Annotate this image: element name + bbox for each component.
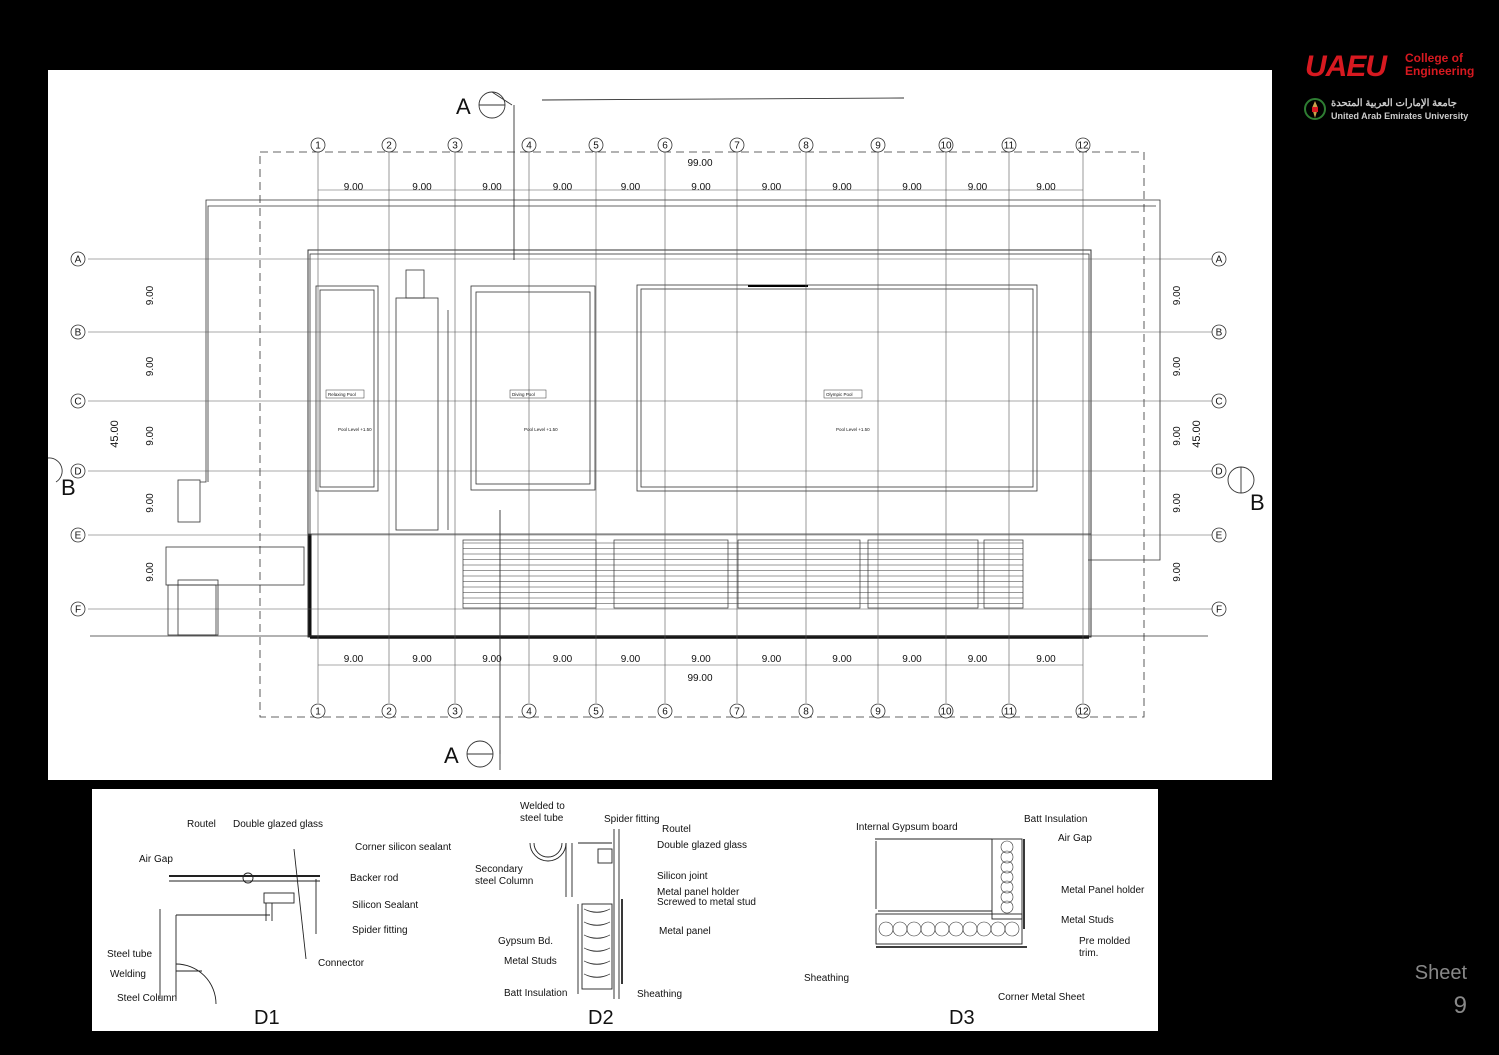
grid-bubble-5-bottom <box>589 704 603 718</box>
grid-bubble-2-top <box>382 138 396 152</box>
svg-text:8: 8 <box>803 706 809 718</box>
grid-bubble-C-right <box>1212 394 1226 408</box>
floor-plan-svg <box>48 70 1272 780</box>
floor-plan-drawing <box>48 70 1272 780</box>
grid-bubble-9-bottom <box>871 704 885 718</box>
svg-text:C: C <box>1215 396 1223 408</box>
svg-text:9: 9 <box>875 706 881 718</box>
logo-college-name: College of Engineering <box>1405 51 1475 78</box>
detail-d3-title: D3 <box>949 1007 975 1029</box>
pool-g2-label: Diving Pool <box>512 392 535 397</box>
d1-label-spider-fitting: Spider fitting <box>352 925 408 936</box>
bay-dimension-vertical: 9.00 <box>1172 426 1183 446</box>
svg-text:9: 9 <box>875 140 881 152</box>
svg-text:3: 3 <box>452 140 458 152</box>
svg-text:12: 12 <box>1077 140 1089 152</box>
d2-label-spider-fitting: Spider fitting <box>604 814 660 825</box>
d2-label-metal-studs: Metal Studs <box>504 956 557 967</box>
svg-text:A: A <box>1215 254 1223 266</box>
pool-g1-label: Olympic Pool <box>826 392 853 397</box>
pool-g3-level: Pool Level +1.50 <box>338 427 372 432</box>
d1-label-corner-sealant: Corner silicon sealant <box>355 842 452 853</box>
svg-text:A: A <box>74 254 82 266</box>
total-width-dimension: 45.00 <box>109 420 121 448</box>
d3-label-metal-studs: Metal Studs <box>1061 915 1114 926</box>
grid-bubble-1-top <box>311 138 325 152</box>
total-length-dimension: 99.00 <box>687 158 713 169</box>
sheet-number: 9 <box>1453 992 1467 1019</box>
bay-dimension: 9.00 <box>832 182 852 193</box>
svg-text:F: F <box>74 604 82 616</box>
logo-english-name: United Arab Emirates University <box>1331 111 1469 121</box>
bay-dimension: 9.00 <box>620 654 641 665</box>
d3-label-air-gap: Air Gap <box>1058 833 1092 844</box>
bay-dimension: 9.00 <box>343 654 364 665</box>
grid-bubble-9-top <box>871 138 885 152</box>
svg-text:6: 6 <box>662 706 668 718</box>
section-b-right-label: B <box>1250 490 1265 515</box>
total-length-dimension: 99.00 <box>687 673 713 684</box>
bay-dimension: 9.00 <box>482 182 502 193</box>
d3-label-corner-sheet: Corner Metal Sheet <box>998 992 1085 1003</box>
svg-text:2: 2 <box>386 140 392 152</box>
d1-label-glass: Double glazed glass <box>233 819 324 830</box>
svg-text:C: C <box>74 396 82 408</box>
d2-label-routel: Routel <box>662 824 691 835</box>
svg-text:5: 5 <box>593 706 599 718</box>
svg-text:7: 7 <box>734 706 740 718</box>
d2-label-silicon-joint: Silicon joint <box>657 871 708 882</box>
d1-label-silicon-sealant: Silicon Sealant <box>352 900 419 911</box>
d2-label-secondary-1: Secondary <box>475 864 523 875</box>
svg-text:D: D <box>1215 466 1223 478</box>
grid-bubble-B-left <box>71 325 85 339</box>
bay-dimension: 9.00 <box>620 182 641 193</box>
bay-dimension: 9.00 <box>691 654 711 665</box>
svg-text:10: 10 <box>940 706 952 718</box>
svg-text:12: 12 <box>1077 706 1089 718</box>
bay-dimension: 9.00 <box>691 182 711 193</box>
logo-arabic-name: جامعة الإمارات العربية المتحدة <box>1331 98 1457 109</box>
d2-label-secondary-2: steel Column <box>475 876 534 887</box>
grid-bubble-3-top <box>448 138 462 152</box>
grid-bubble-B-right <box>1212 325 1226 339</box>
d1-label-steel-column: Steel Column <box>117 993 178 1004</box>
grid-bubble-E-right <box>1212 528 1226 542</box>
d2-label-glass: Double glazed glass <box>657 840 748 851</box>
grid-bubble-8-top <box>799 138 813 152</box>
d2-label-welded-2: steel tube <box>520 813 564 824</box>
svg-text:8: 8 <box>803 140 809 152</box>
bay-dimension-vertical: 9.00 <box>145 426 156 446</box>
svg-text:E: E <box>74 530 82 542</box>
grid-bubble-6-bottom <box>658 704 672 718</box>
svg-text:E: E <box>1215 530 1223 542</box>
bay-dimension: 9.00 <box>412 182 432 193</box>
bay-dimension: 9.00 <box>552 182 573 193</box>
d2-label-panel-holder: Metal panel holder <box>657 887 740 898</box>
bay-dimension: 9.00 <box>832 654 852 665</box>
detail-d1-title: D1 <box>254 1007 280 1029</box>
pool-g2-level: Pool Level +1.50 <box>524 427 558 432</box>
d1-label-steel-tube: Steel tube <box>107 949 153 960</box>
grid-bubble-F-left <box>71 602 85 616</box>
bay-dimension: 9.00 <box>967 654 988 665</box>
grid-bubble-7-top <box>730 138 744 152</box>
grid-bubble-10-bottom <box>939 704 953 718</box>
d1-label-air-gap: Air Gap <box>139 854 173 865</box>
section-a-top-label: A <box>456 94 471 119</box>
grid-bubble-10-top <box>939 138 953 152</box>
pool-g1-level: Pool Level +1.50 <box>836 427 870 432</box>
bay-dimension-vertical: 9.00 <box>145 562 156 582</box>
svg-text:11: 11 <box>1003 706 1015 718</box>
bay-dimension-vertical: 9.00 <box>1172 356 1183 377</box>
d3-label-batt: Batt Insulation <box>1024 814 1088 825</box>
grid-bubble-3-bottom <box>448 704 462 718</box>
logo-wordmark: UAEU <box>1305 50 1387 83</box>
grid-bubble-4-top <box>522 138 536 152</box>
bay-dimension: 9.00 <box>967 182 988 193</box>
d3-label-sheathing: Sheathing <box>804 973 850 984</box>
grid-bubble-F-right <box>1212 602 1226 616</box>
bay-dimension: 9.00 <box>482 654 502 665</box>
grid-bubble-2-bottom <box>382 704 396 718</box>
grid-bubble-A-right <box>1212 252 1226 266</box>
bay-dimension-vertical: 9.00 <box>1172 493 1183 513</box>
svg-text:10: 10 <box>940 140 952 152</box>
d2-label-gypsum: Gypsum Bd. <box>498 936 554 947</box>
grid-bubble-11-top <box>1002 138 1016 152</box>
bay-dimension: 9.00 <box>761 182 782 193</box>
svg-text:B: B <box>74 327 82 339</box>
grid-bubble-C-left <box>71 394 85 408</box>
section-a-bottom-label: A <box>444 743 459 768</box>
grid-bubble-D-right <box>1212 464 1226 478</box>
bay-dimension: 9.00 <box>902 182 922 193</box>
grid-bubble-A-left <box>71 252 85 266</box>
bay-dimension-vertical: 9.00 <box>1172 562 1183 582</box>
d2-label-welded-1: Welded to <box>520 801 565 812</box>
details-svg <box>92 789 1158 1031</box>
svg-text:7: 7 <box>734 140 740 152</box>
d2-label-sheathing: Sheathing <box>637 989 683 1000</box>
svg-text:6: 6 <box>662 140 668 152</box>
d1-label-backer-rod: Backer rod <box>350 873 399 884</box>
grid-bubble-4-bottom <box>522 704 536 718</box>
d1-label-routel: Routel <box>187 819 216 830</box>
d2-label-screwed: Screwed to metal stud <box>657 897 756 908</box>
falcon-emblem-icon <box>1303 96 1327 124</box>
bay-dimension-vertical: 9.00 <box>145 285 156 306</box>
svg-text:2: 2 <box>386 706 392 718</box>
svg-text:D: D <box>74 466 82 478</box>
bay-dimension: 9.00 <box>761 654 782 665</box>
svg-text:1: 1 <box>315 706 321 718</box>
bay-dimension: 9.00 <box>412 654 432 665</box>
bay-dimension: 9.00 <box>902 654 922 665</box>
bay-dimension: 9.00 <box>1036 182 1056 193</box>
d1-label-welding: Welding <box>110 969 146 980</box>
grid-bubble-6-top <box>658 138 672 152</box>
d3-label-panel-holder: Metal Panel holder <box>1061 885 1145 896</box>
svg-text:1: 1 <box>315 140 321 152</box>
grid-bubble-1-bottom <box>311 704 325 718</box>
grid-bubble-12-top <box>1076 138 1090 152</box>
d2-label-batt: Batt Insulation <box>504 988 568 999</box>
d3-label-pre-molded-1: Pre molded <box>1079 936 1131 947</box>
d3-label-pre-molded-2: trim. <box>1079 948 1099 959</box>
bay-dimension: 9.00 <box>552 654 573 665</box>
svg-text:11: 11 <box>1003 140 1015 152</box>
pool-g3-label: Relaxing Pool <box>328 392 356 397</box>
bay-dimension: 9.00 <box>343 182 364 193</box>
svg-text:5: 5 <box>593 140 599 152</box>
detail-d2-title: D2 <box>588 1007 614 1029</box>
uaeu-logo <box>1303 50 1483 130</box>
sheet-label: Sheet <box>1414 962 1467 984</box>
grid-bubble-7-bottom <box>730 704 744 718</box>
grid-bubble-12-bottom <box>1076 704 1090 718</box>
bay-dimension-vertical: 9.00 <box>145 356 156 377</box>
svg-text:3: 3 <box>452 706 458 718</box>
bay-dimension-vertical: 9.00 <box>145 493 156 513</box>
svg-text:4: 4 <box>526 140 532 152</box>
d2-label-metal-panel: Metal panel <box>659 926 711 937</box>
svg-text:4: 4 <box>526 706 532 718</box>
bay-dimension-vertical: 9.00 <box>1172 285 1183 306</box>
grid-bubble-11-bottom <box>1002 704 1016 718</box>
grid-bubble-5-top <box>589 138 603 152</box>
grid-bubble-E-left <box>71 528 85 542</box>
bay-dimension: 9.00 <box>1036 654 1056 665</box>
total-width-dimension: 45.00 <box>1191 420 1203 448</box>
section-b-left-label: B <box>61 475 76 500</box>
d3-label-gypsum: Internal Gypsum board <box>856 822 958 833</box>
construction-details-panel <box>92 789 1158 1031</box>
grid-bubble-8-bottom <box>799 704 813 718</box>
svg-text:B: B <box>1215 327 1223 339</box>
d1-label-connector: Connector <box>318 958 365 969</box>
svg-text:F: F <box>1215 604 1223 616</box>
